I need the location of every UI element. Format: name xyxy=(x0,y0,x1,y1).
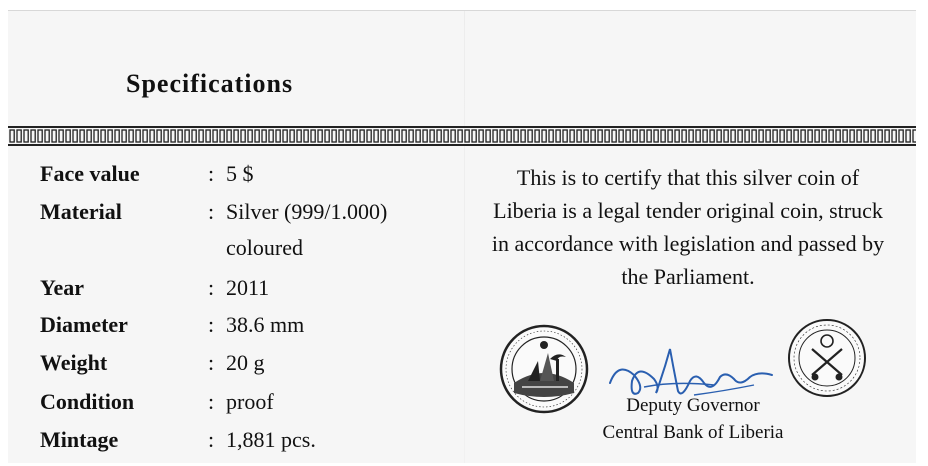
spec-label: Material xyxy=(40,199,122,224)
spec-value: 5 $ xyxy=(226,161,254,186)
spec-value: 38.6 mm xyxy=(226,312,305,337)
certification-line: the Parliament. xyxy=(621,264,755,289)
spec-label: Diameter xyxy=(40,312,128,337)
spec-label: Condition xyxy=(40,389,135,414)
spec-value: proof xyxy=(226,389,274,414)
spec-value: coloured xyxy=(226,235,303,260)
spec-separator: : xyxy=(208,161,215,186)
spec-separator: : xyxy=(208,427,215,452)
spec-separator: : xyxy=(208,350,215,375)
fold-line xyxy=(464,11,465,463)
spec-label: Face value xyxy=(40,161,140,186)
certification-statement xyxy=(478,161,898,293)
certification-line: This is to certify that this silver coin of xyxy=(516,165,860,190)
certificate-card xyxy=(8,10,916,463)
certification-line: in accordance with legislation and passed by xyxy=(491,231,885,256)
decorative-border xyxy=(8,123,916,149)
spec-value: 2011 xyxy=(226,275,270,300)
spec-value: Silver (999/1.000) xyxy=(226,199,388,224)
signatory-position: Deputy Governor xyxy=(626,395,760,416)
signatory-institution: Central Bank of Liberia xyxy=(602,422,784,443)
spec-label: Weight xyxy=(40,350,108,375)
spec-label: Year xyxy=(40,275,84,300)
spec-label: Mintage xyxy=(40,427,119,452)
spec-separator: : xyxy=(208,275,215,300)
certification-line: Liberia is a legal tender original coin, struck xyxy=(493,198,883,223)
national-bank-of-liberia-seal-icon xyxy=(786,317,868,399)
spec-value: 1,881 pcs. xyxy=(226,427,316,452)
page-title: Specifications xyxy=(126,69,294,98)
spec-separator: : xyxy=(208,312,215,337)
spec-separator: : xyxy=(208,199,215,224)
spec-separator: : xyxy=(208,389,215,414)
spec-value: 20 g xyxy=(226,350,265,375)
